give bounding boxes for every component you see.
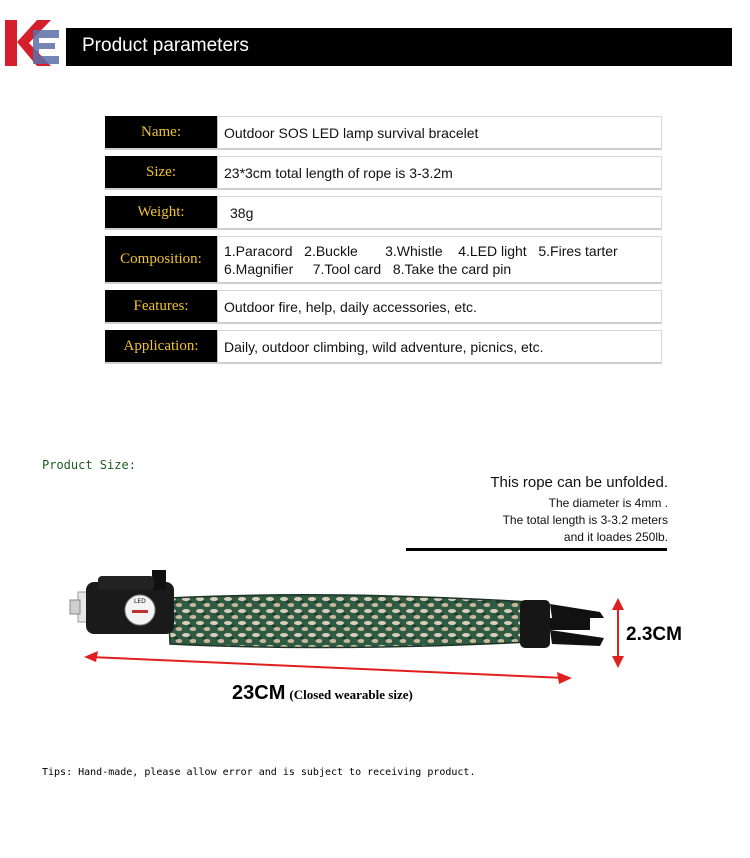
param-label: Weight: <box>105 196 217 228</box>
param-label: Features: <box>105 290 217 322</box>
composition-line-2: 6.Magnifier 7.Tool card 8.Take the card pin <box>224 260 512 277</box>
rope-note-line: The total length is 3-3.2 meters <box>502 513 668 527</box>
param-label: Composition: <box>105 236 217 282</box>
svg-text:LED: LED <box>134 598 146 605</box>
param-label: Application: <box>105 330 217 362</box>
rope-note-line: The diameter is 4mm . <box>548 496 668 510</box>
length-note: (Closed wearable size) <box>289 687 413 702</box>
length-arrow <box>84 651 572 684</box>
right-buckle-icon <box>520 600 604 648</box>
param-row-size <box>105 156 662 190</box>
product-size-heading: Product Size: <box>42 458 136 472</box>
paracord-icon <box>168 595 530 648</box>
tips-text: Tips: Hand-made, please allow error and is subject to receiving product. <box>42 767 476 778</box>
rope-note-title: This rope can be unfolded. <box>490 474 668 491</box>
param-row-application <box>105 330 662 364</box>
buckle-icon <box>70 570 174 634</box>
param-value <box>217 236 662 282</box>
rope-note <box>490 474 668 546</box>
param-value: 23*3cm total length of rope is 3-3.2m <box>217 156 662 188</box>
composition-line-1: 1.Paracord 2.Buckle 3.Whistle 4.LED light 5.Fires tarter <box>224 242 618 259</box>
parameter-table <box>105 116 662 370</box>
param-value: Outdoor fire, help, daily accessories, etc. <box>217 290 662 322</box>
rope-note-line: and it loades 250lb. <box>563 530 668 544</box>
length-label: 23CM <box>232 682 286 704</box>
brand-logo <box>3 16 61 70</box>
param-value: Outdoor SOS LED lamp survival bracelet <box>217 116 662 148</box>
param-value: 38g <box>217 196 662 228</box>
param-row-composition <box>105 236 662 284</box>
height-label: 2.3CM <box>626 624 682 645</box>
height-arrow <box>612 598 624 668</box>
param-label: Size: <box>105 156 217 188</box>
section-title-bar <box>66 28 732 66</box>
param-value: Daily, outdoor climbing, wild adventure, picnics, etc. <box>217 330 662 362</box>
length-dimension <box>232 682 413 705</box>
param-row-name <box>105 116 662 150</box>
note-underline <box>406 548 667 551</box>
param-label: Name: <box>105 116 217 148</box>
param-row-features <box>105 290 662 324</box>
param-row-weight <box>105 196 662 230</box>
section-title: Product parameters <box>82 35 249 56</box>
